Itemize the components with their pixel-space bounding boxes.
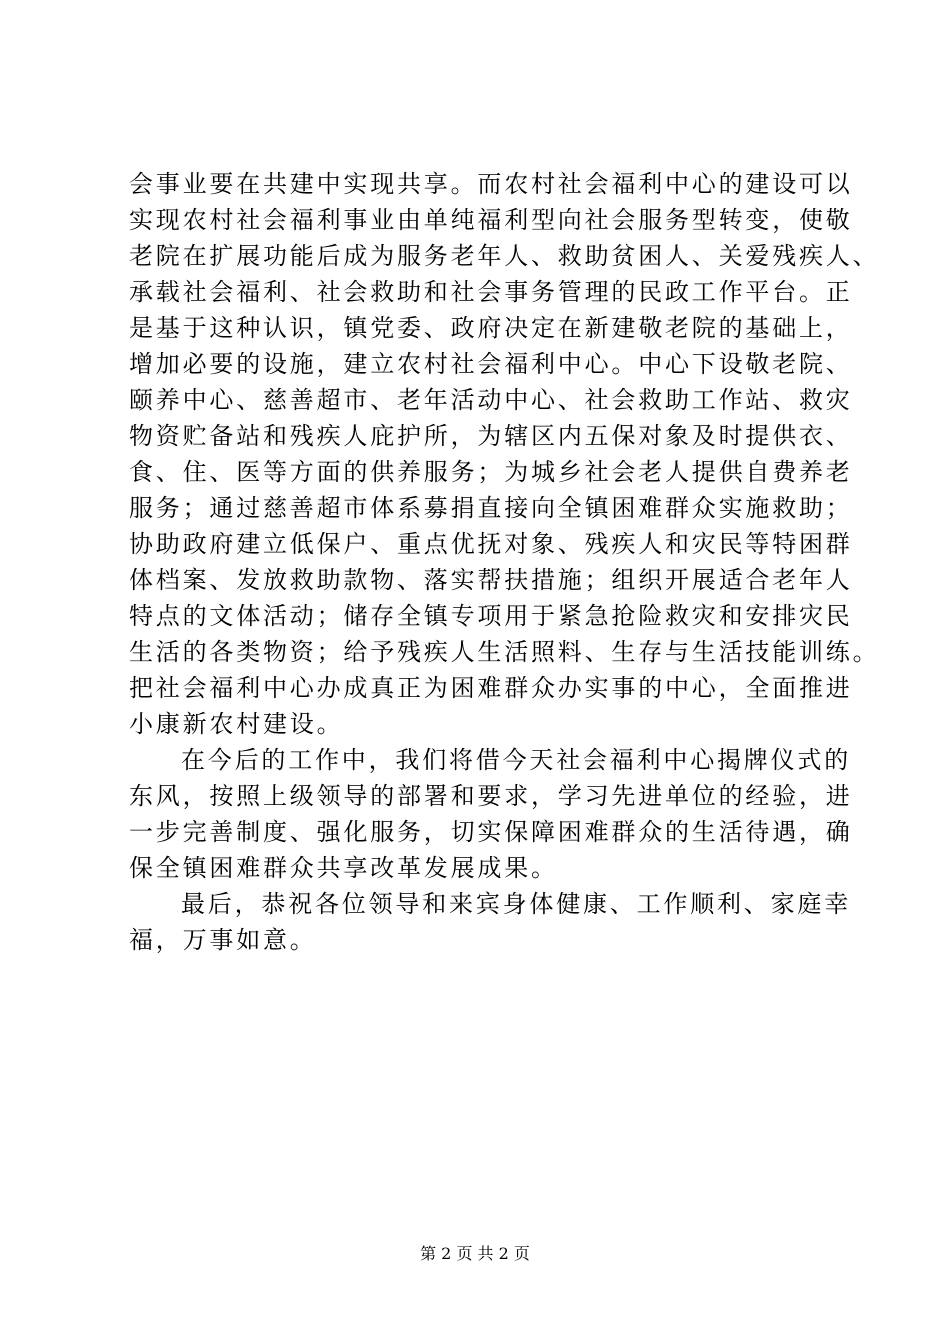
text-line: 增加必要的设施，建立农村社会福利中心。中心下设敬老院、 xyxy=(129,350,853,378)
text-line: 是基于这种认识，镇党委、政府决定在新建敬老院的基础上， xyxy=(129,314,853,342)
paragraph-first-line: 在今后的工作中，我们将借今天社会福利中心揭牌仪式的 xyxy=(181,746,851,774)
text-line: 食、住、医等方面的供养服务；为城乡社会老人提供自费养老 xyxy=(129,458,853,486)
document-body xyxy=(129,166,880,958)
text-line: 一步完善制度、强化服务，切实保障困难群众的生活待遇，确 xyxy=(129,818,853,846)
text-line: 承载社会福利、社会救助和社会事务管理的民政工作平台。正 xyxy=(129,278,853,306)
text-line: 会事业要在共建中实现共享。而农村社会福利中心的建设可以 xyxy=(129,170,853,198)
page-footer xyxy=(0,1244,950,1264)
text-line: 协助政府建立低保户、重点优抚对象、残疾人和灾民等特困群 xyxy=(129,530,853,558)
page-number-label: 第 2 页 共 2 页 xyxy=(420,1244,530,1263)
text-line: 体档案、发放救助款物、落实帮扶措施；组织开展适合老年人 xyxy=(129,566,853,594)
text-line: 东风，按照上级领导的部署和要求，学习先进单位的经验，进 xyxy=(129,782,853,810)
text-line: 特点的文体活动；储存全镇专项用于紧急抢险救灾和安排灾民 xyxy=(129,602,853,630)
text-line: 小康新农村建设。 xyxy=(129,710,344,738)
text-line: 老院在扩展功能后成为服务老年人、救助贫困人、关爱残疾人、 xyxy=(129,242,880,270)
text-line: 福，万事如意。 xyxy=(129,926,317,954)
text-line: 把社会福利中心办成真正为困难群众办实事的中心，全面推进 xyxy=(129,674,853,702)
text-line: 物资贮备站和残疾人庇护所，为辖区内五保对象及时提供衣、 xyxy=(129,422,853,450)
text-line: 颐养中心、慈善超市、老年活动中心、社会救助工作站、救灾 xyxy=(129,386,853,414)
text-line: 实现农村社会福利事业由单纯福利型向社会服务型转变，使敬 xyxy=(129,206,853,234)
text-line: 保全镇困难群众共享改革发展成果。 xyxy=(129,854,558,882)
paragraph-first-line: 最后，恭祝各位领导和来宾身体健康、工作顺利、家庭幸 xyxy=(181,890,851,918)
text-line: 服务；通过慈善超市体系募捐直接向全镇困难群众实施救助； xyxy=(129,494,853,522)
text-line: 生活的各类物资；给予残疾人生活照料、生存与生活技能训练。 xyxy=(129,638,880,666)
